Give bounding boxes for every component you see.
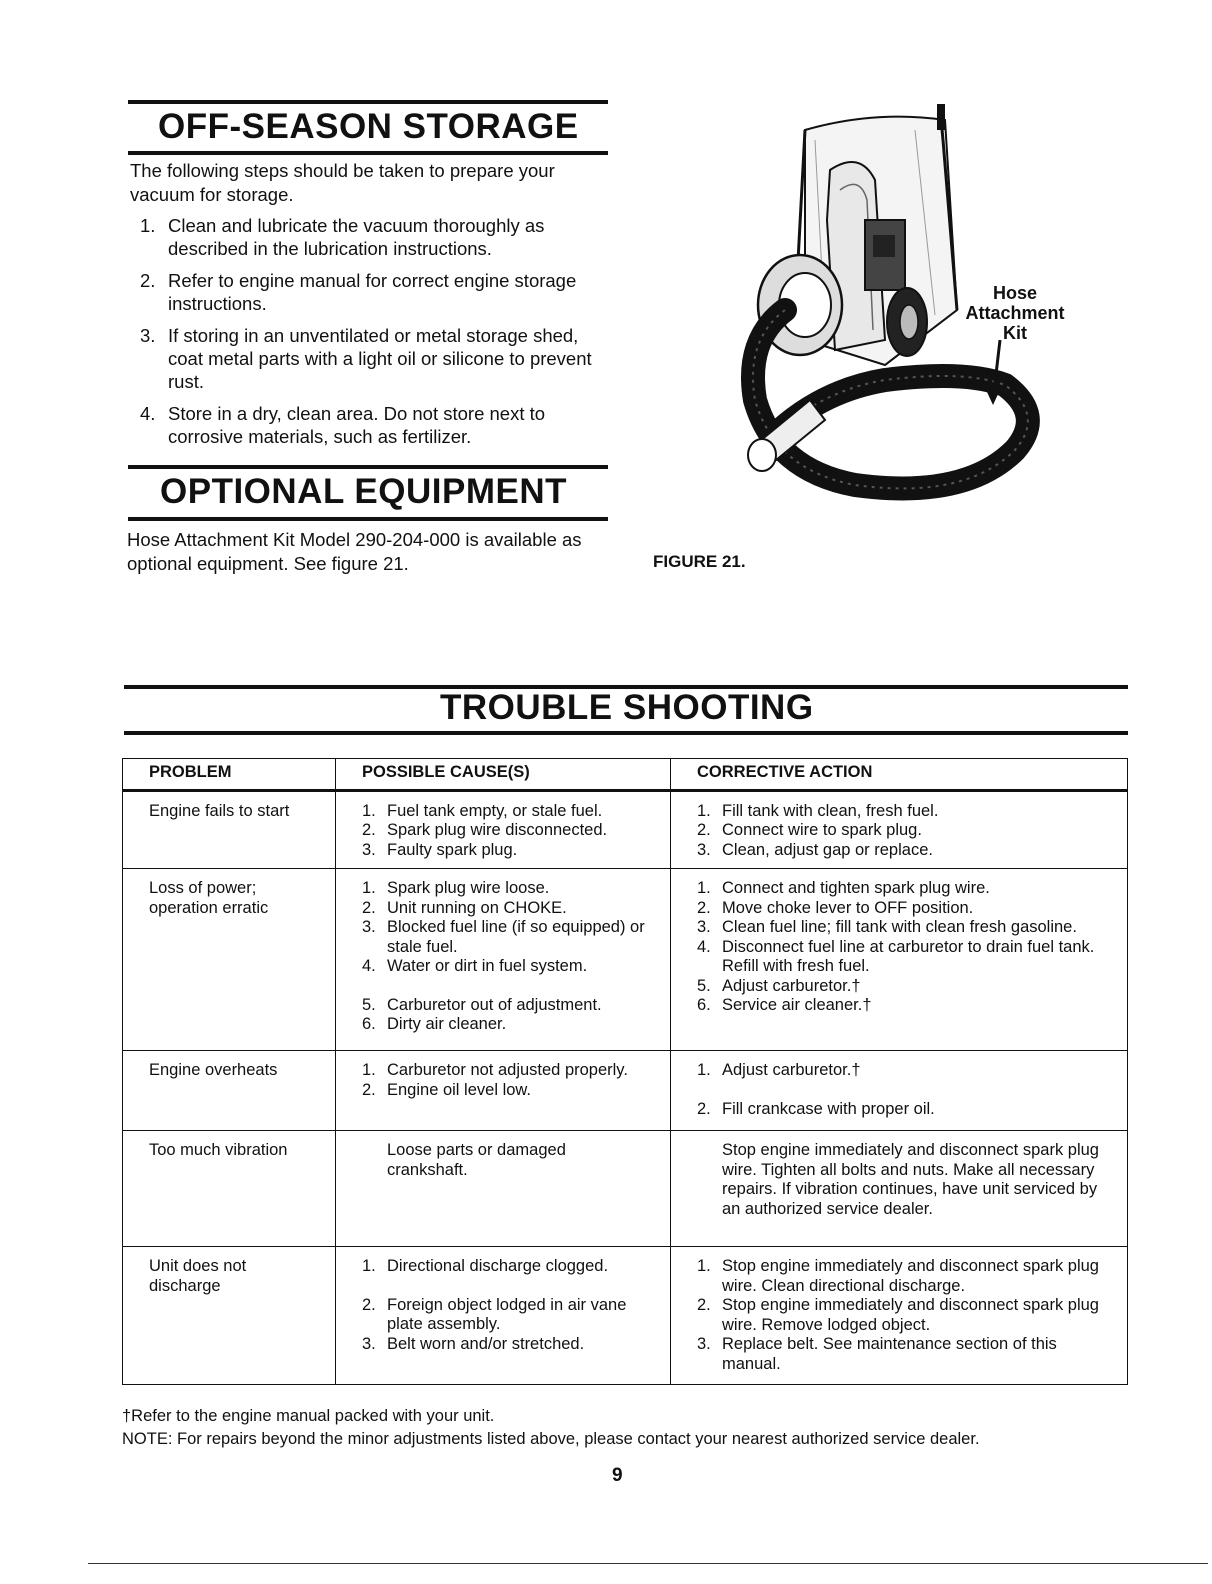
header-action: CORRECTIVE ACTION (671, 759, 1128, 791)
table-row (123, 790, 1128, 869)
storage-title: OFF-SEASON STORAGE (158, 107, 579, 146)
optional-text: Hose Attachment Kit Model 290-204-000 is available as optional equipment. See figure 21. (127, 529, 582, 574)
optional-title: OPTIONAL EQUIPMENT (160, 472, 567, 511)
problem-cell: Unit does not discharge (123, 1247, 336, 1385)
header-problem: PROBLEM (123, 759, 336, 791)
table-header-row (123, 759, 1128, 791)
cause-cell: Loose parts or damaged crankshaft. (336, 1131, 671, 1247)
list-item: 2. Refer to engine manual for correct engine storage instructions. (140, 270, 577, 314)
trouble-shooting-table (122, 758, 1128, 1385)
trouble-title: TROUBLE SHOOTING (440, 688, 814, 727)
action-cell: Stop engine immediately and disconnect spark plug wire. Tighten all bolts and nuts. Make all necessary repairs. If vibration continues, have unit serviced by an authorized service dealer. (671, 1131, 1128, 1247)
cause-cell: 1. Carburetor not adjusted properly. 2. Engine oil level low. (336, 1051, 671, 1131)
optional-bottom-rule (128, 517, 608, 521)
action-cell: 1. Stop engine immediately and disconnect spark plug wire. Clean directional discharge. 2. Stop engine immediately and disconnect spark plug wire. Remove lodged object. 3. Replace belt. See maintenance section of this manual. (671, 1247, 1128, 1385)
table-row (123, 1051, 1128, 1131)
storage-intro: The following steps should be taken to prepare your vacuum for storage. (130, 160, 555, 205)
vacuum-hose-figure (735, 100, 1080, 515)
problem-cell: Too much vibration (123, 1131, 336, 1247)
repair-note: NOTE: For repairs beyond the minor adjustments listed above, please contact your nearest authorized service dealer. (122, 1430, 980, 1448)
table-row (123, 869, 1128, 1051)
bottom-rule (88, 1563, 1208, 1564)
problem-cell: Engine fails to start (123, 790, 336, 869)
list-item: 4. Store in a dry, clean area. Do not store next to corrosive materials, such as fertilizer. (140, 403, 546, 447)
storage-top-rule (128, 100, 608, 104)
storage-bottom-rule (128, 151, 608, 155)
problem-cell: Loss of power; operation erratic (123, 869, 336, 1051)
list-item: 1. Clean and lubricate the vacuum thoroughly as described in the lubrication instructions. (140, 215, 545, 259)
page-number: 9 (612, 1465, 623, 1486)
problem-cell: Engine overheats (123, 1051, 336, 1131)
table-row (123, 1131, 1128, 1247)
figure-caption: FIGURE 21. (653, 552, 746, 571)
dagger-footnote: †Refer to the engine manual packed with your unit. (122, 1407, 495, 1425)
trouble-bottom-rule (124, 731, 1128, 735)
optional-top-rule (128, 465, 608, 469)
list-item: 3. If storing in an unventilated or metal storage shed, coat metal parts with a light oil or silicone to prevent rust. (140, 325, 592, 392)
table-row (123, 1247, 1128, 1385)
cause-cell: 1. Fuel tank empty, or stale fuel. 2. Spark plug wire disconnected. 3. Faulty spark plug. (336, 790, 671, 869)
action-cell: 1. Connect and tighten spark plug wire. 2. Move choke lever to OFF position. 3. Clean fuel line; fill tank with clean fresh gasoline. 4. Disconnect fuel line at carburetor to drain fuel tank. Refill with fresh fuel. 5. Adjust carburetor.† 6. Service air cleaner.† (671, 869, 1128, 1051)
action-cell: 1. Fill tank with clean, fresh fuel. 2. Connect wire to spark plug. 3. Clean, adjust gap or replace. (671, 790, 1128, 869)
action-cell: 1. Adjust carburetor.† 2. Fill crankcase with proper oil. (671, 1051, 1128, 1131)
hose-kit-label: Hose Attachment Kit (965, 283, 1065, 343)
cause-cell: 1. Directional discharge clogged. 2. Foreign object lodged in air vane plate assembly. 3. Belt worn and/or stretched. (336, 1247, 671, 1385)
cause-cell: 1. Spark plug wire loose. 2. Unit running on CHOKE. 3. Blocked fuel line (if so equipped) or stale fuel. 4. Water or dirt in fuel system. 5. Carburetor out of adjustment. 6. Dirty air cleaner. (336, 869, 671, 1051)
storage-steps (130, 214, 610, 457)
header-cause: POSSIBLE CAUSE(S) (336, 759, 671, 791)
